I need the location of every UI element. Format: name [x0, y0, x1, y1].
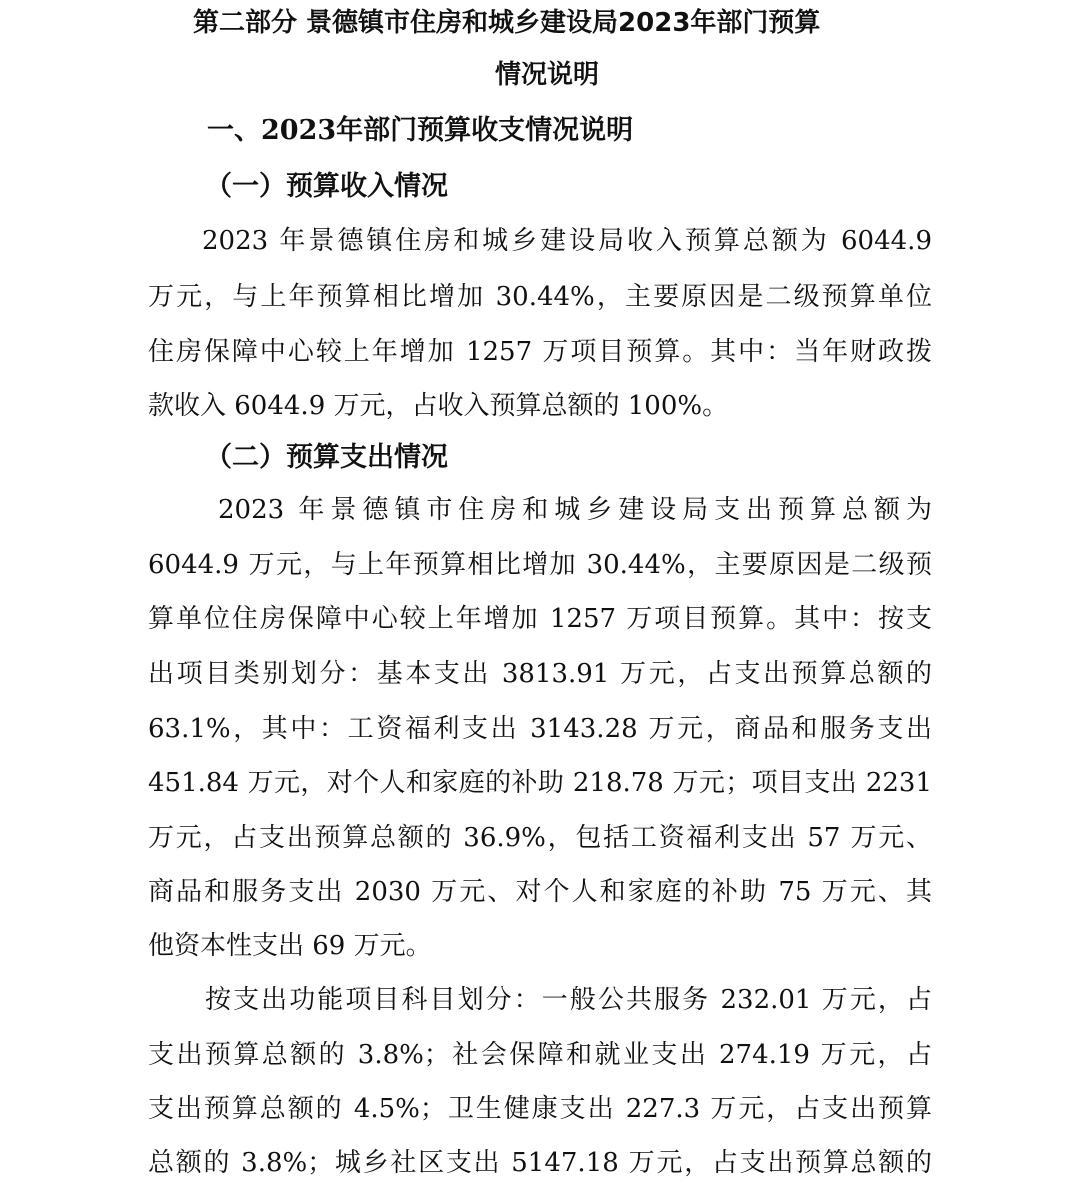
expense-paragraph-line: 算单位住房保障中心较上年增加 1257 万项目预算。其中：按支 [148, 604, 932, 634]
expense-paragraph-line: 万元，占支出预算总额的 36.9%，包括工资福利支出 57 万元、 [148, 823, 932, 853]
function-paragraph-line: 总额的 3.8%；城乡社区支出 5147.18 万元，占支出预算总额的 [148, 1148, 932, 1178]
income-paragraph-line: 2023 年景德镇住房和城乡建设局收入预算总额为 6044.9 [202, 226, 932, 256]
expense-paragraph-line: 6044.9 万元，与上年预算相比增加 30.44%，主要原因是二级预 [148, 550, 932, 580]
document-title-line-1: 第二部分 景德镇市住房和城乡建设局2023年部门预算 [193, 8, 821, 38]
expense-paragraph-line: 出项目类别划分：基本支出 3813.91 万元，占支出预算总额的 [148, 659, 932, 689]
function-paragraph-line: 支出预算总额的 3.8%；社会保障和就业支出 274.19 万元，占 [148, 1040, 932, 1070]
function-paragraph-line: 支出预算总额的 4.5%；卫生健康支出 227.3 万元，占支出预算 [148, 1094, 932, 1124]
expense-paragraph-line: 商品和服务支出 2030 万元、对个人和家庭的补助 75 万元、其 [148, 877, 932, 907]
function-paragraph-line: 按支出功能项目科目划分：一般公共服务 232.01 万元，占 [205, 985, 932, 1015]
expense-paragraph-line: 63.1%，其中：工资福利支出 3143.28 万元，商品和服务支出 [148, 714, 932, 744]
subsection-heading-expense: （二）预算支出情况 [205, 442, 448, 473]
document-title-line-2: 情况说明 [495, 60, 600, 90]
income-paragraph-line: 万元，与上年预算相比增加 30.44%，主要原因是二级预算单位 [148, 282, 932, 312]
income-paragraph-line: 款收入 6044.9 万元，占收入预算总额的 100%。 [148, 391, 729, 421]
section-heading-budget-overview: 一、2023年部门预算收支情况说明 [207, 115, 634, 146]
expense-paragraph-line: 451.84 万元，对个人和家庭的补助 218.78 万元；项目支出 2231 [148, 768, 932, 798]
expense-paragraph-line: 他资本性支出 69 万元。 [148, 931, 432, 961]
subsection-heading-income: （一）预算收入情况 [205, 171, 448, 202]
expense-paragraph-line: 2023 年景德镇市住房和城乡建设局支出预算总额为 [218, 495, 932, 525]
income-paragraph-line: 住房保障中心较上年增加 1257 万项目预算。其中：当年财政拨 [148, 337, 932, 367]
